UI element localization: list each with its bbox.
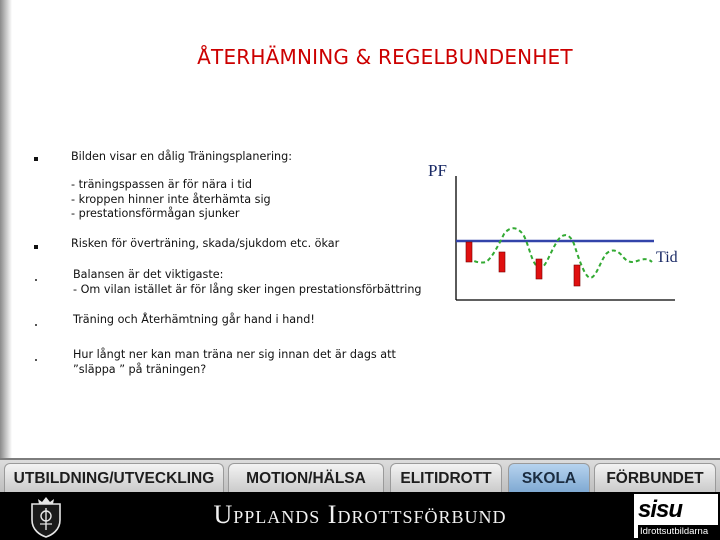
training-session-marker <box>499 252 505 272</box>
bullet-text: Hur långt ner kan man träna ner sig innan det är dags att ”släppa ” på träningen? <box>73 348 396 376</box>
tab-forbundet[interactable]: FÖRBUNDET <box>594 463 716 493</box>
tab-motion-halsa[interactable]: MOTION/HÄLSA <box>228 463 384 493</box>
bullet-text: Bilden visar en dålig Träningsplanering: <box>71 150 293 163</box>
training-session-marker <box>574 265 580 286</box>
bullet-text: Risken för överträning, skada/sjukdom etc. ökar <box>71 237 340 250</box>
training-session-marker <box>536 259 542 279</box>
bullet-marker <box>35 359 37 361</box>
bullet-marker <box>34 245 38 249</box>
slide-title: ÅTERHÄMNING & REGELBUNDENHET <box>197 45 573 69</box>
recovery-diagram <box>420 150 690 320</box>
crest-icon <box>28 494 64 538</box>
tab-elitidrott[interactable]: ELITIDROTT <box>390 463 502 493</box>
bullet-text: Balansen är det viktigaste: - Om vilan istället är för lång sker ingen prestationsförbättring <box>73 268 422 296</box>
sisu-logo-subtitle: Idrottsutbildarna <box>638 525 718 538</box>
slide-edge-shadow <box>0 0 12 462</box>
sisu-logo-word: sisu <box>638 496 683 523</box>
tab-utbildning[interactable]: UTBILDNING/UTVECKLING <box>4 463 224 493</box>
y-axis-label: PF <box>428 161 447 180</box>
bullet-marker <box>34 157 38 161</box>
nav-bar <box>0 458 720 494</box>
sub-list: - träningspassen är för nära i tid - kroppen hinner inte återhämta sig - prestationsförmågan sjunker <box>71 178 271 220</box>
training-session-marker <box>466 242 472 262</box>
tab-skola[interactable]: SKOLA <box>508 463 590 493</box>
bullet-marker <box>35 324 37 326</box>
recovery-curve <box>468 228 652 278</box>
bullet-text: Träning och Återhämtning går hand i hand! <box>73 313 315 326</box>
bullet-marker <box>35 279 37 281</box>
org-name: Upplands Idrottsförbund <box>213 500 507 529</box>
x-axis-label: Tid <box>656 249 678 266</box>
